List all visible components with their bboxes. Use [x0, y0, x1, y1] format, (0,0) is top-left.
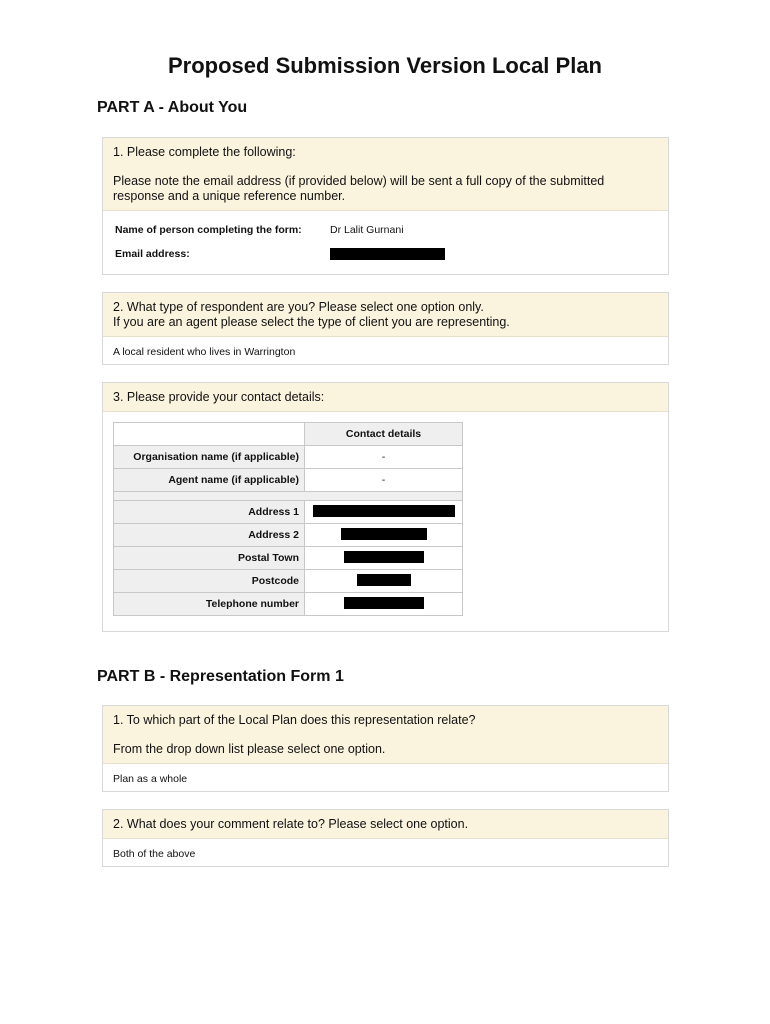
part-b-heading: PART B - Representation Form 1: [97, 668, 344, 685]
part-b-question-1: [102, 705, 669, 792]
answer-text: A local resident who lives in Warrington: [113, 346, 296, 358]
answer-text: Both of the above: [113, 848, 196, 860]
question-text: 3. Please provide your contact details:: [113, 390, 325, 404]
answer-text: Plan as a whole: [113, 773, 188, 785]
table-row: [114, 501, 463, 524]
question-text: 1. To which part of the Local Plan does this representation relate?: [113, 713, 476, 727]
name-label: Name of person completing the form:: [115, 224, 302, 236]
email-row: [115, 242, 656, 266]
column-header: Contact details: [305, 423, 463, 446]
part-a-question-3: [102, 382, 669, 632]
redaction: [344, 597, 424, 609]
name-row: [115, 218, 656, 242]
table-row: [114, 570, 463, 593]
redaction: [344, 551, 424, 563]
table-row: [114, 547, 463, 570]
question-header: [103, 810, 668, 839]
contact-details-table: [113, 422, 463, 616]
row-label: Agent name (if applicable): [114, 469, 305, 492]
table-row: [114, 446, 463, 469]
question-header: [103, 706, 668, 764]
question-note: Please note the email address (if provided below) will be sent a full copy of the submitted response and a unique reference number.: [113, 174, 605, 203]
row-label: Postal Town: [114, 547, 305, 570]
table-row: [114, 524, 463, 547]
row-value: -: [305, 469, 463, 492]
email-redaction: [330, 248, 445, 260]
table-row: [114, 593, 463, 616]
table-spacer-row: [114, 492, 463, 501]
question-instruction: From the drop down list please select one option.: [113, 742, 386, 756]
redaction: [313, 505, 455, 517]
name-value: Dr Lalit Gurnani: [330, 224, 404, 236]
redaction: [341, 528, 427, 540]
row-label: Organisation name (if applicable): [114, 446, 305, 469]
row-label: Address 1: [114, 501, 305, 524]
question-subtext: If you are an agent please select the type of client you are representing.: [113, 315, 510, 329]
part-b-question-2: [102, 809, 669, 867]
row-label: Postcode: [114, 570, 305, 593]
row-label: Address 2: [114, 524, 305, 547]
question-text: 2. What type of respondent are you? Please select one option only.: [113, 300, 484, 314]
redaction: [357, 574, 411, 586]
question-header: [103, 138, 668, 211]
question-header: [103, 383, 668, 412]
row-label: Telephone number: [114, 593, 305, 616]
part-a-question-1: [102, 137, 669, 275]
email-label: Email address:: [115, 248, 190, 260]
part-a-question-2: [102, 292, 669, 365]
part-a-heading: PART A - About You: [97, 99, 248, 116]
table-row: [114, 469, 463, 492]
page-title: Proposed Submission Version Local Plan: [168, 53, 602, 78]
question-header: [103, 293, 668, 337]
row-value: -: [305, 446, 463, 469]
question-text: 2. What does your comment relate to? Please select one option.: [113, 817, 469, 831]
question-text: 1. Please complete the following:: [113, 145, 296, 159]
